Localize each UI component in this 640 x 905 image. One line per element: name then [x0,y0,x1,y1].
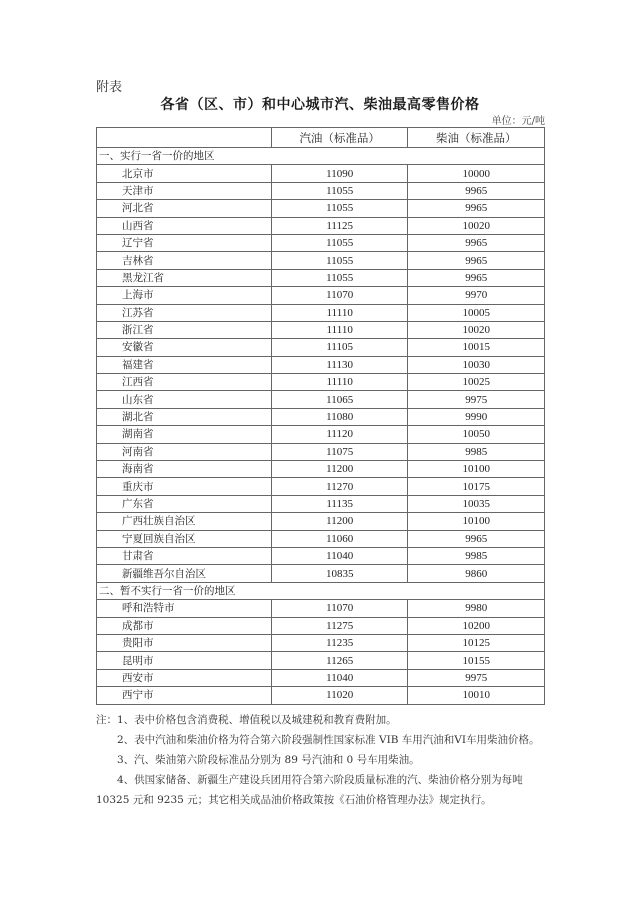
table-row [97,304,545,321]
diesel-price: 10125 [408,634,545,651]
gasoline-price: 11270 [271,478,408,495]
gasoline-price: 11110 [271,321,408,338]
gasoline-price: 11065 [271,391,408,408]
table-row [97,165,545,182]
diesel-price: 9985 [408,443,545,460]
table-header-row [97,128,545,148]
gasoline-price: 11110 [271,374,408,391]
gasoline-price: 11055 [271,182,408,199]
section-title: 二、暂不实行一省一价的地区 [97,582,545,599]
diesel-price: 10200 [408,617,545,634]
diesel-price: 10035 [408,495,545,512]
diesel-price: 9965 [408,200,545,217]
gasoline-price: 11055 [271,200,408,217]
table-body [97,148,545,705]
region-name: 甘肃省 [97,547,272,564]
region-name: 新疆维吾尔自治区 [97,565,272,582]
notes [96,710,548,810]
diesel-price: 9975 [408,669,545,686]
diesel-price: 10020 [408,217,545,234]
table-row [97,374,545,391]
region-name: 山东省 [97,391,272,408]
diesel-price: 9980 [408,600,545,617]
table-row [97,339,545,356]
diesel-price: 10000 [408,165,545,182]
table-row [97,530,545,547]
region-name: 辽宁省 [97,234,272,251]
region-name: 江苏省 [97,304,272,321]
diesel-price: 10005 [408,304,545,321]
gasoline-price: 11135 [271,495,408,512]
diesel-price: 10020 [408,321,545,338]
unit-label: 单位：元/吨 [491,116,545,127]
region-name: 重庆市 [97,478,272,495]
table-row [97,182,545,199]
diesel-price: 10010 [408,687,545,704]
region-name: 江西省 [97,374,272,391]
table-row [97,443,545,460]
price-table [96,127,545,705]
gasoline-price: 11120 [271,426,408,443]
table-row [97,408,545,425]
diesel-price: 10030 [408,356,545,373]
gasoline-price: 11200 [271,513,408,530]
gasoline-price: 11275 [271,617,408,634]
table-row [97,321,545,338]
gasoline-price: 11075 [271,443,408,460]
header-region [97,128,272,148]
appendix-label: 附表 [96,80,123,95]
gasoline-price: 11070 [271,600,408,617]
diesel-price: 10175 [408,478,545,495]
table-row [97,513,545,530]
region-name: 黑龙江省 [97,269,272,286]
table-row [97,269,545,286]
diesel-price: 10100 [408,513,545,530]
gasoline-price: 11090 [271,165,408,182]
region-name: 湖北省 [97,408,272,425]
note-1: 注：1、表中价格包含消费税、增值税以及城建税和教育费附加。 [96,714,397,726]
table-row [97,478,545,495]
gasoline-price: 11130 [271,356,408,373]
gasoline-price: 11070 [271,287,408,304]
page-title: 各省（区、市）和中心城市汽、柴油最高零售价格 [160,97,480,113]
region-name: 福建省 [97,356,272,373]
diesel-price: 9975 [408,391,545,408]
region-name: 呼和浩特市 [97,600,272,617]
table-row [97,426,545,443]
note-2: 2、表中汽油和柴油价格为符合第六阶段强制性国家标准 VIB 车用汽油和VI车用柴油价格。 [117,734,540,746]
diesel-price: 9965 [408,530,545,547]
region-name: 安徽省 [97,339,272,356]
diesel-price: 9860 [408,565,545,582]
gasoline-price: 10835 [271,565,408,582]
table-row [97,634,545,651]
gasoline-price: 11060 [271,530,408,547]
gasoline-price: 11040 [271,669,408,686]
diesel-price: 9965 [408,269,545,286]
region-name: 西安市 [97,669,272,686]
header-diesel: 柴油（标准品） [408,128,545,148]
table-row [97,652,545,669]
gasoline-price: 11055 [271,269,408,286]
region-name: 宁夏回族自治区 [97,530,272,547]
region-name: 成都市 [97,617,272,634]
region-name: 浙江省 [97,321,272,338]
table-row [97,461,545,478]
gasoline-price: 11040 [271,547,408,564]
section-row [97,582,545,599]
gasoline-price: 11055 [271,252,408,269]
region-name: 北京市 [97,165,272,182]
region-name: 河北省 [97,200,272,217]
table-row [97,287,545,304]
note-4: 4、供国家储备、新疆生产建设兵团用符合第六阶段质量标准的汽、柴油价格分别为每吨 10325 元和 9235 元；其它相关成品油价格政策按《石油价格管理办法》规定执行。 [96,774,523,806]
diesel-price: 10015 [408,339,545,356]
region-name: 上海市 [97,287,272,304]
table-row [97,200,545,217]
region-name: 河南省 [97,443,272,460]
region-name: 广东省 [97,495,272,512]
region-name: 湖南省 [97,426,272,443]
diesel-price: 9970 [408,287,545,304]
region-name: 昆明市 [97,652,272,669]
gasoline-price: 11235 [271,634,408,651]
section-title: 一、实行一省一价的地区 [97,148,545,165]
gasoline-price: 11055 [271,234,408,251]
region-name: 海南省 [97,461,272,478]
diesel-price: 10100 [408,461,545,478]
gasoline-price: 11110 [271,304,408,321]
table-row [97,617,545,634]
region-name: 贵阳市 [97,634,272,651]
region-name: 吉林省 [97,252,272,269]
table-row [97,669,545,686]
gasoline-price: 11125 [271,217,408,234]
note-3: 3、汽、柴油第六阶段标准品分别为 89 号汽油和 0 号车用柴油。 [117,754,420,766]
region-name: 西宁市 [97,687,272,704]
table-row [97,252,545,269]
gasoline-price: 11080 [271,408,408,425]
diesel-price: 9965 [408,234,545,251]
table-row [97,687,545,704]
diesel-price: 9965 [408,182,545,199]
diesel-price: 10155 [408,652,545,669]
gasoline-price: 11200 [271,461,408,478]
table-row [97,234,545,251]
gasoline-price: 11020 [271,687,408,704]
table-row [97,600,545,617]
table-row [97,217,545,234]
header-gasoline: 汽油（标准品） [271,128,408,148]
table-row [97,391,545,408]
diesel-price: 9990 [408,408,545,425]
region-name: 天津市 [97,182,272,199]
table-row [97,356,545,373]
diesel-price: 10050 [408,426,545,443]
gasoline-price: 11265 [271,652,408,669]
section-row [97,148,545,165]
diesel-price: 10025 [408,374,545,391]
diesel-price: 9985 [408,547,545,564]
region-name: 山西省 [97,217,272,234]
table-row [97,565,545,582]
table-row [97,495,545,512]
gasoline-price: 11105 [271,339,408,356]
diesel-price: 9965 [408,252,545,269]
region-name: 广西壮族自治区 [97,513,272,530]
table-row [97,547,545,564]
